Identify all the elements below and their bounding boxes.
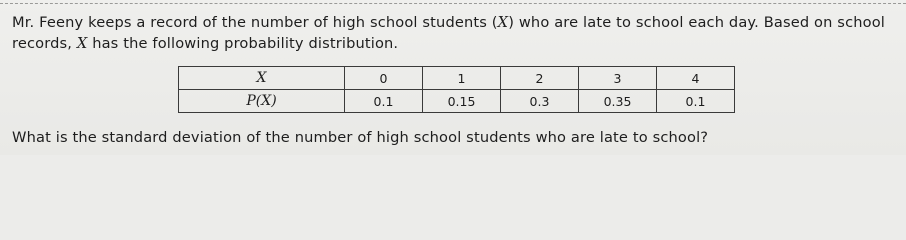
intro-text-1: Mr. Feeny keeps a record of the number of high school students (	[12, 14, 498, 31]
row-header-x: X	[179, 67, 345, 90]
probability-cell: 0.3	[501, 90, 579, 113]
x-value-cell: 3	[579, 67, 657, 90]
probability-cell: 0.15	[423, 90, 501, 113]
top-divider	[0, 3, 906, 4]
intro-text-3: has the following probability distribution.	[87, 35, 399, 52]
row-header-px: P(X)	[179, 90, 345, 113]
table-row-x	[179, 67, 735, 90]
problem-statement	[12, 12, 902, 54]
intro-text-2: ) who are late to school each day. Based on school records,	[12, 14, 885, 52]
probability-distribution-table	[178, 66, 735, 113]
variable-x-2: X	[76, 35, 88, 52]
x-value-cell: 0	[345, 67, 423, 90]
probability-cell: 0.35	[579, 90, 657, 113]
x-value-cell: 4	[657, 67, 735, 90]
question-text: What is the standard deviation of the number of high school students who are late to school?	[12, 129, 709, 146]
probability-cell: 0.1	[657, 90, 735, 113]
variable-x: X	[497, 14, 509, 31]
x-value-cell: 1	[423, 67, 501, 90]
probability-cell: 0.1	[345, 90, 423, 113]
table-row-px	[179, 90, 735, 113]
x-value-cell: 2	[501, 67, 579, 90]
